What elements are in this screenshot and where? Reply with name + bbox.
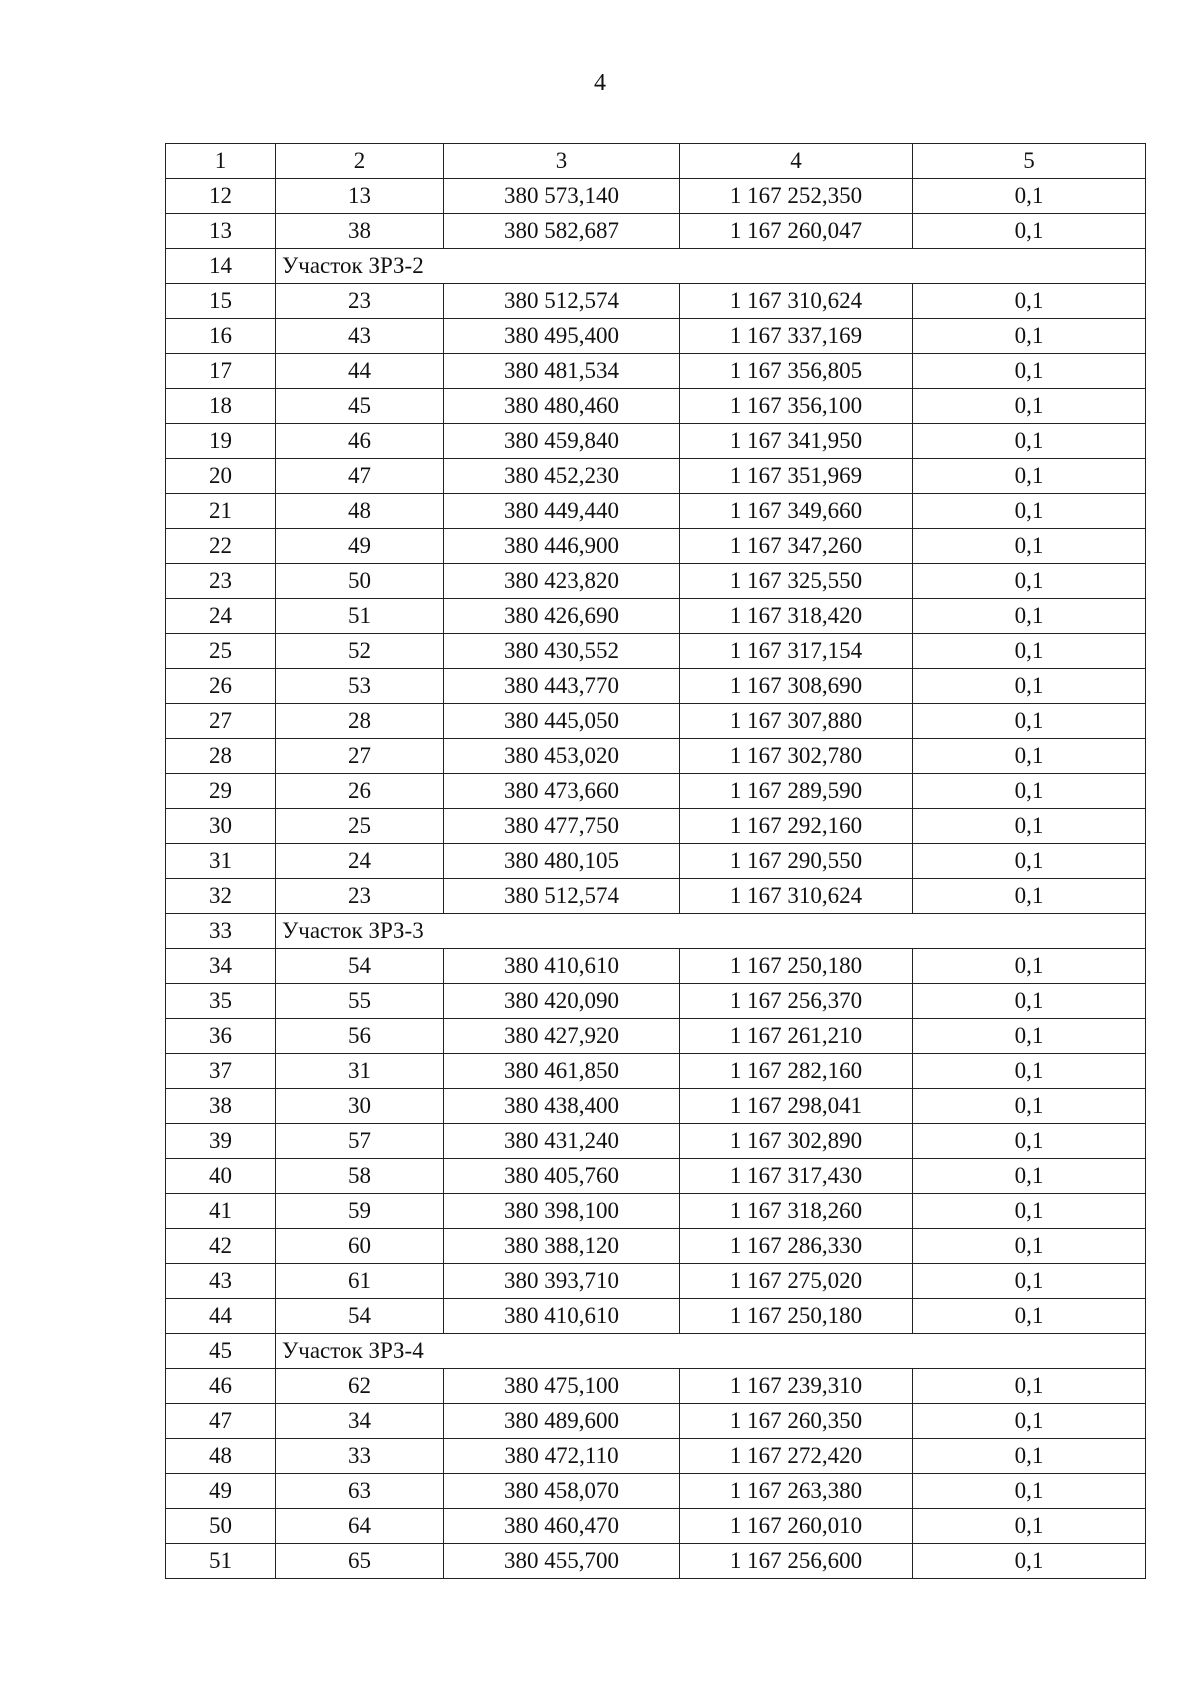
accuracy-cell: 0,1 (913, 774, 1146, 809)
row-number-cell: 28 (166, 739, 276, 774)
table-row (166, 1229, 1146, 1264)
accuracy-cell: 0,1 (913, 1509, 1146, 1544)
x-coordinate-cell: 380 443,770 (444, 669, 680, 704)
header-cell-5: 5 (913, 144, 1146, 179)
row-number-cell: 15 (166, 284, 276, 319)
table-row (166, 774, 1146, 809)
x-coordinate-cell: 380 480,105 (444, 844, 680, 879)
accuracy-cell: 0,1 (913, 389, 1146, 424)
x-coordinate-cell: 380 582,687 (444, 214, 680, 249)
accuracy-cell: 0,1 (913, 1159, 1146, 1194)
row-number-cell: 37 (166, 1054, 276, 1089)
point-number-cell: 59 (276, 1194, 444, 1229)
row-number-cell: 45 (166, 1334, 276, 1369)
point-number-cell: 49 (276, 529, 444, 564)
table-row (166, 1159, 1146, 1194)
point-number-cell: 46 (276, 424, 444, 459)
y-coordinate-cell: 1 167 261,210 (680, 1019, 913, 1054)
x-coordinate-cell: 380 512,574 (444, 284, 680, 319)
row-number-cell: 13 (166, 214, 276, 249)
point-number-cell: 25 (276, 809, 444, 844)
header-cell-2: 2 (276, 144, 444, 179)
header-cell-4: 4 (680, 144, 913, 179)
x-coordinate-cell: 380 473,660 (444, 774, 680, 809)
x-coordinate-cell: 380 459,840 (444, 424, 680, 459)
y-coordinate-cell: 1 167 317,154 (680, 634, 913, 669)
x-coordinate-cell: 380 449,440 (444, 494, 680, 529)
table-row (166, 1439, 1146, 1474)
x-coordinate-cell: 380 431,240 (444, 1124, 680, 1159)
y-coordinate-cell: 1 167 256,370 (680, 984, 913, 1019)
point-number-cell: 58 (276, 1159, 444, 1194)
table-body (166, 179, 1146, 1579)
y-coordinate-cell: 1 167 325,550 (680, 564, 913, 599)
x-coordinate-cell: 380 446,900 (444, 529, 680, 564)
x-coordinate-cell: 380 410,610 (444, 949, 680, 984)
x-coordinate-cell: 380 480,460 (444, 389, 680, 424)
table-row (166, 354, 1146, 389)
point-number-cell: 48 (276, 494, 444, 529)
accuracy-cell: 0,1 (913, 1264, 1146, 1299)
row-number-cell: 27 (166, 704, 276, 739)
accuracy-cell: 0,1 (913, 984, 1146, 1019)
row-number-cell: 35 (166, 984, 276, 1019)
row-number-cell: 21 (166, 494, 276, 529)
point-number-cell: 23 (276, 284, 444, 319)
table-row (166, 599, 1146, 634)
x-coordinate-cell: 380 481,534 (444, 354, 680, 389)
table-row (166, 879, 1146, 914)
table-row (166, 1404, 1146, 1439)
y-coordinate-cell: 1 167 272,420 (680, 1439, 913, 1474)
accuracy-cell: 0,1 (913, 809, 1146, 844)
table-row (166, 1544, 1146, 1579)
table-row (166, 739, 1146, 774)
x-coordinate-cell: 380 452,230 (444, 459, 680, 494)
row-number-cell: 20 (166, 459, 276, 494)
accuracy-cell: 0,1 (913, 214, 1146, 249)
y-coordinate-cell: 1 167 256,600 (680, 1544, 913, 1579)
y-coordinate-cell: 1 167 318,420 (680, 599, 913, 634)
row-number-cell: 16 (166, 319, 276, 354)
x-coordinate-cell: 380 426,690 (444, 599, 680, 634)
section-row (166, 914, 1146, 949)
accuracy-cell: 0,1 (913, 879, 1146, 914)
table-header (166, 144, 1146, 179)
point-number-cell: 13 (276, 179, 444, 214)
x-coordinate-cell: 380 458,070 (444, 1474, 680, 1509)
accuracy-cell: 0,1 (913, 634, 1146, 669)
y-coordinate-cell: 1 167 349,660 (680, 494, 913, 529)
y-coordinate-cell: 1 167 260,350 (680, 1404, 913, 1439)
table-row (166, 844, 1146, 879)
header-row (166, 144, 1146, 179)
point-number-cell: 52 (276, 634, 444, 669)
accuracy-cell: 0,1 (913, 1404, 1146, 1439)
y-coordinate-cell: 1 167 337,169 (680, 319, 913, 354)
y-coordinate-cell: 1 167 250,180 (680, 949, 913, 984)
accuracy-cell: 0,1 (913, 1299, 1146, 1334)
table-row (166, 1054, 1146, 1089)
row-number-cell: 48 (166, 1439, 276, 1474)
x-coordinate-cell: 380 445,050 (444, 704, 680, 739)
table-row (166, 529, 1146, 564)
y-coordinate-cell: 1 167 263,380 (680, 1474, 913, 1509)
y-coordinate-cell: 1 167 250,180 (680, 1299, 913, 1334)
row-number-cell: 14 (166, 249, 276, 284)
point-number-cell: 27 (276, 739, 444, 774)
y-coordinate-cell: 1 167 239,310 (680, 1369, 913, 1404)
point-number-cell: 33 (276, 1439, 444, 1474)
row-number-cell: 44 (166, 1299, 276, 1334)
row-number-cell: 22 (166, 529, 276, 564)
row-number-cell: 43 (166, 1264, 276, 1299)
row-number-cell: 29 (166, 774, 276, 809)
table-row (166, 179, 1146, 214)
section-row (166, 249, 1146, 284)
table-row (166, 1509, 1146, 1544)
table-row (166, 1194, 1146, 1229)
accuracy-cell: 0,1 (913, 529, 1146, 564)
row-number-cell: 25 (166, 634, 276, 669)
table-row (166, 704, 1146, 739)
row-number-cell: 18 (166, 389, 276, 424)
header-cell-1: 1 (166, 144, 276, 179)
y-coordinate-cell: 1 167 307,880 (680, 704, 913, 739)
accuracy-cell: 0,1 (913, 494, 1146, 529)
x-coordinate-cell: 380 573,140 (444, 179, 680, 214)
point-number-cell: 63 (276, 1474, 444, 1509)
x-coordinate-cell: 380 430,552 (444, 634, 680, 669)
y-coordinate-cell: 1 167 318,260 (680, 1194, 913, 1229)
accuracy-cell: 0,1 (913, 564, 1146, 599)
section-label-cell: Участок ЗРЗ-2 (276, 249, 1146, 284)
accuracy-cell: 0,1 (913, 319, 1146, 354)
table-row (166, 214, 1146, 249)
point-number-cell: 57 (276, 1124, 444, 1159)
point-number-cell: 61 (276, 1264, 444, 1299)
point-number-cell: 30 (276, 1089, 444, 1124)
row-number-cell: 30 (166, 809, 276, 844)
point-number-cell: 56 (276, 1019, 444, 1054)
y-coordinate-cell: 1 167 298,041 (680, 1089, 913, 1124)
point-number-cell: 51 (276, 599, 444, 634)
row-number-cell: 36 (166, 1019, 276, 1054)
x-coordinate-cell: 380 512,574 (444, 879, 680, 914)
y-coordinate-cell: 1 167 347,260 (680, 529, 913, 564)
y-coordinate-cell: 1 167 260,047 (680, 214, 913, 249)
point-number-cell: 47 (276, 459, 444, 494)
row-number-cell: 17 (166, 354, 276, 389)
x-coordinate-cell: 380 388,120 (444, 1229, 680, 1264)
y-coordinate-cell: 1 167 351,969 (680, 459, 913, 494)
point-number-cell: 38 (276, 214, 444, 249)
row-number-cell: 34 (166, 949, 276, 984)
point-number-cell: 44 (276, 354, 444, 389)
accuracy-cell: 0,1 (913, 1439, 1146, 1474)
table-row (166, 1124, 1146, 1159)
row-number-cell: 19 (166, 424, 276, 459)
y-coordinate-cell: 1 167 286,330 (680, 1229, 913, 1264)
accuracy-cell: 0,1 (913, 1124, 1146, 1159)
row-number-cell: 38 (166, 1089, 276, 1124)
table-row (166, 984, 1146, 1019)
point-number-cell: 55 (276, 984, 444, 1019)
table-row (166, 1264, 1146, 1299)
y-coordinate-cell: 1 167 282,160 (680, 1054, 913, 1089)
table-row (166, 1019, 1146, 1054)
x-coordinate-cell: 380 393,710 (444, 1264, 680, 1299)
y-coordinate-cell: 1 167 252,350 (680, 179, 913, 214)
accuracy-cell: 0,1 (913, 1369, 1146, 1404)
accuracy-cell: 0,1 (913, 739, 1146, 774)
table-row (166, 389, 1146, 424)
row-number-cell: 39 (166, 1124, 276, 1159)
table-row (166, 1089, 1146, 1124)
x-coordinate-cell: 380 405,760 (444, 1159, 680, 1194)
point-number-cell: 60 (276, 1229, 444, 1264)
accuracy-cell: 0,1 (913, 704, 1146, 739)
row-number-cell: 33 (166, 914, 276, 949)
x-coordinate-cell: 380 453,020 (444, 739, 680, 774)
y-coordinate-cell: 1 167 292,160 (680, 809, 913, 844)
x-coordinate-cell: 380 427,920 (444, 1019, 680, 1054)
point-number-cell: 54 (276, 949, 444, 984)
y-coordinate-cell: 1 167 302,890 (680, 1124, 913, 1159)
point-number-cell: 26 (276, 774, 444, 809)
header-cell-3: 3 (444, 144, 680, 179)
table-row (166, 459, 1146, 494)
accuracy-cell: 0,1 (913, 844, 1146, 879)
y-coordinate-cell: 1 167 341,950 (680, 424, 913, 459)
x-coordinate-cell: 380 420,090 (444, 984, 680, 1019)
point-number-cell: 43 (276, 319, 444, 354)
table-row (166, 564, 1146, 599)
x-coordinate-cell: 380 477,750 (444, 809, 680, 844)
y-coordinate-cell: 1 167 310,624 (680, 879, 913, 914)
accuracy-cell: 0,1 (913, 599, 1146, 634)
table-row (166, 634, 1146, 669)
accuracy-cell: 0,1 (913, 1544, 1146, 1579)
row-number-cell: 46 (166, 1369, 276, 1404)
x-coordinate-cell: 380 472,110 (444, 1439, 680, 1474)
accuracy-cell: 0,1 (913, 1474, 1146, 1509)
row-number-cell: 31 (166, 844, 276, 879)
y-coordinate-cell: 1 167 260,010 (680, 1509, 913, 1544)
point-number-cell: 65 (276, 1544, 444, 1579)
row-number-cell: 42 (166, 1229, 276, 1264)
row-number-cell: 12 (166, 179, 276, 214)
point-number-cell: 62 (276, 1369, 444, 1404)
y-coordinate-cell: 1 167 275,020 (680, 1264, 913, 1299)
y-coordinate-cell: 1 167 317,430 (680, 1159, 913, 1194)
row-number-cell: 32 (166, 879, 276, 914)
row-number-cell: 24 (166, 599, 276, 634)
accuracy-cell: 0,1 (913, 179, 1146, 214)
point-number-cell: 23 (276, 879, 444, 914)
section-label-cell: Участок ЗРЗ-3 (276, 914, 1146, 949)
y-coordinate-cell: 1 167 310,624 (680, 284, 913, 319)
row-number-cell: 51 (166, 1544, 276, 1579)
x-coordinate-cell: 380 455,700 (444, 1544, 680, 1579)
point-number-cell: 34 (276, 1404, 444, 1439)
accuracy-cell: 0,1 (913, 459, 1146, 494)
accuracy-cell: 0,1 (913, 354, 1146, 389)
row-number-cell: 26 (166, 669, 276, 704)
row-number-cell: 47 (166, 1404, 276, 1439)
accuracy-cell: 0,1 (913, 1019, 1146, 1054)
accuracy-cell: 0,1 (913, 949, 1146, 984)
point-number-cell: 24 (276, 844, 444, 879)
table-row (166, 1474, 1146, 1509)
x-coordinate-cell: 380 495,400 (444, 319, 680, 354)
point-number-cell: 45 (276, 389, 444, 424)
point-number-cell: 64 (276, 1509, 444, 1544)
point-number-cell: 31 (276, 1054, 444, 1089)
accuracy-cell: 0,1 (913, 1229, 1146, 1264)
section-label-cell: Участок ЗРЗ-4 (276, 1334, 1146, 1369)
y-coordinate-cell: 1 167 356,805 (680, 354, 913, 389)
table-row (166, 809, 1146, 844)
page-number: 4 (594, 70, 606, 96)
y-coordinate-cell: 1 167 356,100 (680, 389, 913, 424)
row-number-cell: 49 (166, 1474, 276, 1509)
row-number-cell: 40 (166, 1159, 276, 1194)
point-number-cell: 53 (276, 669, 444, 704)
y-coordinate-cell: 1 167 289,590 (680, 774, 913, 809)
accuracy-cell: 0,1 (913, 284, 1146, 319)
x-coordinate-cell: 380 410,610 (444, 1299, 680, 1334)
row-number-cell: 23 (166, 564, 276, 599)
table-row (166, 424, 1146, 459)
x-coordinate-cell: 380 461,850 (444, 1054, 680, 1089)
accuracy-cell: 0,1 (913, 1089, 1146, 1124)
accuracy-cell: 0,1 (913, 424, 1146, 459)
table-row (166, 284, 1146, 319)
x-coordinate-cell: 380 398,100 (444, 1194, 680, 1229)
x-coordinate-cell: 380 438,400 (444, 1089, 680, 1124)
accuracy-cell: 0,1 (913, 1054, 1146, 1089)
row-number-cell: 50 (166, 1509, 276, 1544)
x-coordinate-cell: 380 489,600 (444, 1404, 680, 1439)
table-row (166, 669, 1146, 704)
row-number-cell: 41 (166, 1194, 276, 1229)
table-row (166, 1299, 1146, 1334)
table-row (166, 1369, 1146, 1404)
table-row (166, 494, 1146, 529)
table-row (166, 949, 1146, 984)
accuracy-cell: 0,1 (913, 669, 1146, 704)
accuracy-cell: 0,1 (913, 1194, 1146, 1229)
y-coordinate-cell: 1 167 302,780 (680, 739, 913, 774)
y-coordinate-cell: 1 167 308,690 (680, 669, 913, 704)
point-number-cell: 50 (276, 564, 444, 599)
point-number-cell: 54 (276, 1299, 444, 1334)
point-number-cell: 28 (276, 704, 444, 739)
x-coordinate-cell: 380 475,100 (444, 1369, 680, 1404)
table-row (166, 319, 1146, 354)
x-coordinate-cell: 380 460,470 (444, 1509, 680, 1544)
section-row (166, 1334, 1146, 1369)
x-coordinate-cell: 380 423,820 (444, 564, 680, 599)
coordinates-table (165, 143, 1146, 1579)
y-coordinate-cell: 1 167 290,550 (680, 844, 913, 879)
